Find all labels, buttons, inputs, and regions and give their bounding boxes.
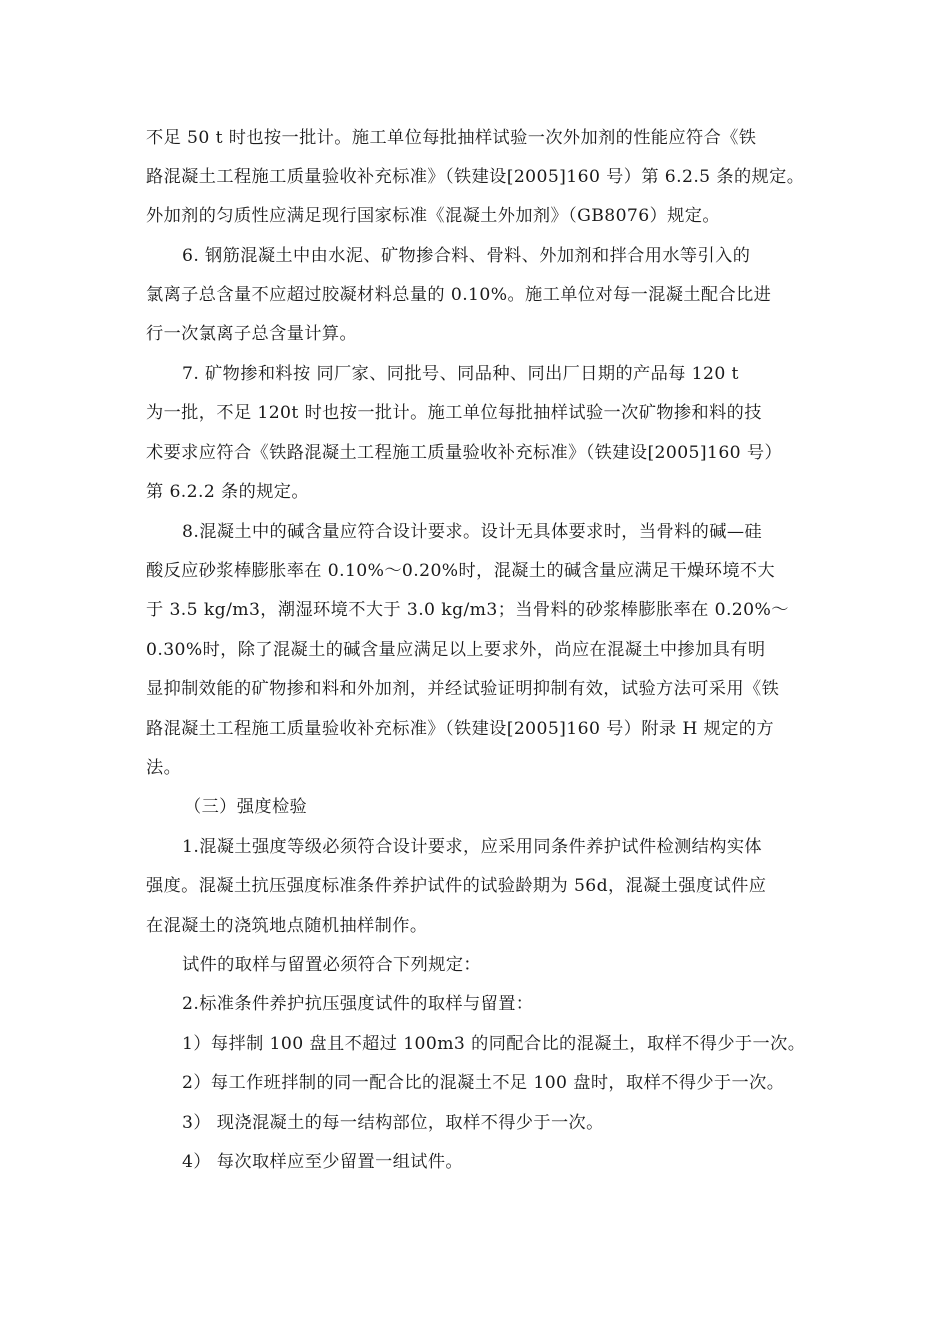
text-line: 2.标准条件养护抗压强度试件的取样与留置： (182, 994, 534, 1014)
text-line: 路混凝土工程施工质量验收补充标准》（铁建设[2005]160 号）第 6.2.5 条的规定。 (146, 167, 805, 187)
text-line: 第 6.2.2 条的规定。 (146, 482, 309, 502)
list-item: 3） 现浇混凝土的每一结构部位，取样不得少于一次。 (182, 1113, 604, 1133)
text-line: 7. 矿物掺和料按 同厂家、同批号、同品种、同出厂日期的产品每 120 t (182, 364, 739, 384)
text-line: 0.30%时，除了混凝土的碱含量应满足以上要求外，尚应在混凝土中掺加具有明 (146, 640, 766, 660)
text-line: 法。 (146, 758, 182, 778)
list-item: 1）每拌制 100 盘且不超过 100m3 的同配合比的混凝土，取样不得少于一次。 (182, 1034, 806, 1054)
text-line: 8.混凝土中的碱含量应符合设计要求。设计无具体要求时，当骨料的碱—硅 (182, 522, 763, 542)
text-line: 试件的取样与留置必须符合下列规定： (182, 955, 481, 975)
text-line: 在混凝土的浇筑地点随机抽样制作。 (146, 916, 428, 936)
text-line: 行一次氯离子总含量计算。 (146, 324, 358, 344)
text-line: 路混凝土工程施工质量验收补充标准》（铁建设[2005]160 号）附录 H 规定的方 (146, 719, 774, 739)
list-item: 4） 每次取样应至少留置一组试件。 (182, 1152, 464, 1172)
text-line: 于 3.5 kg/m3，潮湿环境不大于 3.0 kg/m3；当骨料的砂浆棒膨胀率在 0.20%～ (146, 600, 789, 620)
text-line: 术要求应符合《铁路混凝土工程施工质量验收补充标准》（铁建设[2005]160 号） (146, 443, 783, 463)
text-line: 1.混凝土强度等级必须符合设计要求，应采用同条件养护试件检测结构实体 (182, 837, 763, 857)
list-item: 2）每工作班拌制的同一配合比的混凝土不足 100 盘时，取样不得少于一次。 (182, 1073, 785, 1093)
text-line: 氯离子总含量不应超过胶凝材料总量的 0.10%。施工单位对每一混凝土配合比进 (146, 285, 772, 305)
text-line: 6. 钢筋混凝土中由水泥、矿物掺合料、骨料、外加剂和拌合用水等引入的 (182, 246, 751, 266)
text-line: 酸反应砂浆棒膨胀率在 0.10%～0.20%时，混凝土的碱含量应满足干燥环境不大 (146, 561, 776, 581)
text-line: 不足 50 t 时也按一批计。施工单位每批抽样试验一次外加剂的性能应符合《铁 (146, 128, 757, 148)
text-line: 显抑制效能的矿物掺和料和外加剂，并经试验证明抑制有效，试验方法可采用《铁 (146, 679, 780, 699)
text-line: 为一批，不足 120t 时也按一批计。施工单位每批抽样试验一次矿物掺和料的技 (146, 403, 762, 423)
section-heading: （三）强度检验 (184, 797, 308, 817)
text-line: 强度。混凝土抗压强度标准条件养护试件的试验龄期为 56d，混凝土强度试件应 (146, 876, 767, 896)
text-line: 外加剂的匀质性应满足现行国家标准《混凝土外加剂》（GB8076）规定。 (146, 206, 720, 226)
